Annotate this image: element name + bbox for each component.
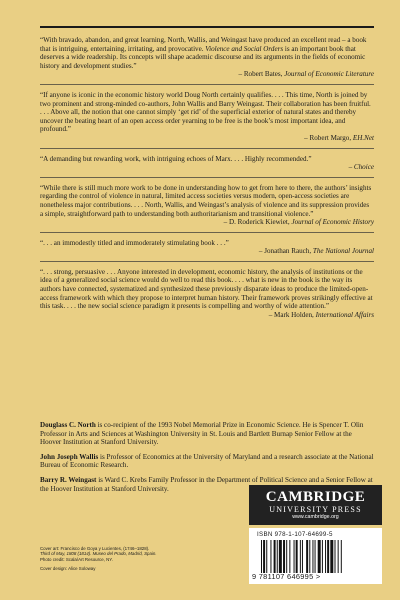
review-blurb [40,36,374,79]
credit-line: Photo credit: Scala/Art Resource, NY. [40,556,113,562]
isbn-text: ISBN 978-1-107-64699-5 [257,531,333,538]
review-attribution: – Robert Margo, EH.Net [304,133,374,142]
barcode-bar [261,540,262,573]
barcode-bar [286,540,287,573]
barcode-digits: 9 781107 646995 > [252,572,321,581]
barcode-bar [325,540,326,573]
divider [40,84,374,85]
author-name: Barry R. Weingast [40,475,97,484]
credit-line: Third of May, 1808 (1814). Museo del Prado, Madrid, Spain. [40,551,157,557]
barcode-bar [274,540,276,573]
review-blurb [40,184,374,227]
barcode-bar [294,540,295,573]
publisher-url: www.cambridge.org [292,514,339,520]
author-bio: Douglass C. North is co-recipient of the 1993 Nobel Memorial Prize in Economic Science. He is Spencer T. Olin Professor in Arts and Sciences at Washington University in St. Louis and Bartlett Burnap Senior Fellow at the Hoover Institution at Stanford University. [40,421,364,447]
publisher-name: CAMBRIDGE [265,489,366,505]
top-rule [40,26,374,28]
barcode-bar [338,540,339,573]
author-bio: John Joseph Wallis is Professor of Economics at the University of Maryland and a research associate at the National Bureau of Economic Research. [40,452,374,470]
barcode-bar [302,540,303,573]
review-quote: “With bravado, abandon, and great learning, North, Wallis, and Weingast have produced an excellent read – a book that is intriguing, entertaining, irritating, and provocative. Violence and Social Orders is an important book that deserves a wide readership. Its concepts will shape academic discourse and its arguments in the fields of economic history and development studies.” [40,36,367,70]
review-blurb [40,91,374,143]
review-quote: “If anyone is iconic in the economic history world Doug North certainly qualifies. . . . This time, North is joined by two prominent and strong-minded co-authors, John Wallis and Barry Weingast. Their collaboration has been fruitful. . . . Above all, the notion that one cannot simply ‘get rid’ of the superficial exterior of natural states and thereby uncover the beating heart of an open access order yearning to be free is the book’s most important idea, and profound.” [40,90,371,134]
barcode-bar [309,540,310,573]
review-blurb [40,268,374,320]
review-attribution: – Choice [348,163,374,172]
barcode-bar [330,540,333,573]
author-bio: Barry R. Weingast is Ward C. Krebs Family Professor in the Department of Political Science and a Senior Fellow at the Hoover Institution at Stanford University. [40,475,373,493]
barcode-bar [327,540,329,573]
barcode-bar [315,540,316,573]
review-quote: “. . . strong, persuasive . . . Anyone interested in development, economic history, the analysis of institutions or the idea of a generalized social science would do well to read this book. . . . what is new in the book is the way its authors have connected, systematized and synthesized these previously disparate ideas to produce the limited-open-access framework with which they propose to interpret human history. Their framework proves strikingly effective at this task. . . . the new social science paradigm it presents is compelling and worthy of wide attention.” [40,267,373,311]
divider [40,261,374,262]
barcode-bars [261,540,373,573]
review-quote: “While there is still much more work to be done in understanding how to get from here to there, the authors’ insights regarding the control of violence in natural, limited access societies versus modern, open-access societies are nonetheless major contributions. . . . North, Wallis, and Weingast’s analysis of violence and its suppression provides a simple, straightforward path to understanding both authoritarianism and transitional violence.” [40,183,372,218]
cover-credits [40,546,240,572]
cover-designer: Cover design: Alice Soloway [40,566,96,572]
review-attribution: – Jonathan Rauch, The National Journal [258,247,374,256]
barcode-bar [279,540,282,573]
review-blurb [40,155,374,172]
author-name: Douglass C. North [40,421,96,429]
barcode-bar [341,540,342,573]
barcode-bar [277,540,278,573]
barcode-bar [318,540,321,573]
review-blurbs [40,36,374,324]
barcode-bar [266,540,267,573]
review-quote: “. . . an immodestly titled and immoderately stimulating book . . .” [40,238,229,247]
review-attribution: – Mark Holden, International Affairs [268,310,374,319]
barcode-bar [263,540,265,573]
divider [40,232,374,233]
isbn-barcode [249,528,382,584]
barcode-bar [306,540,308,573]
review-attribution: – Robert Bates, Journal of Economic Literature [238,70,374,79]
barcode-bar [300,540,301,573]
review-attribution: – D. Roderick Kiewiet, Journal of Economic History [223,218,374,227]
divider [40,177,374,178]
divider [40,148,374,149]
barcode-bar [312,540,313,573]
publisher-logo [249,485,382,525]
barcode-bar [289,540,290,573]
publisher-subtitle: UNIVERSITY PRESS [269,505,362,514]
barcode-bar [335,540,336,573]
review-quote: “A demanding but rewarding work, with intriguing echoes of Marx. . . . Highly recommended.” [40,154,312,163]
author-name: John Joseph Wallis [40,452,99,461]
barcode-bar [296,540,298,573]
barcode-bar [283,540,285,573]
credit-line: Cover art: Francisco de Goya y Lucientes, (1746–1828). [40,546,150,551]
barcode-bar [270,540,271,573]
review-blurb [40,239,374,256]
barcode-bar [322,540,323,573]
